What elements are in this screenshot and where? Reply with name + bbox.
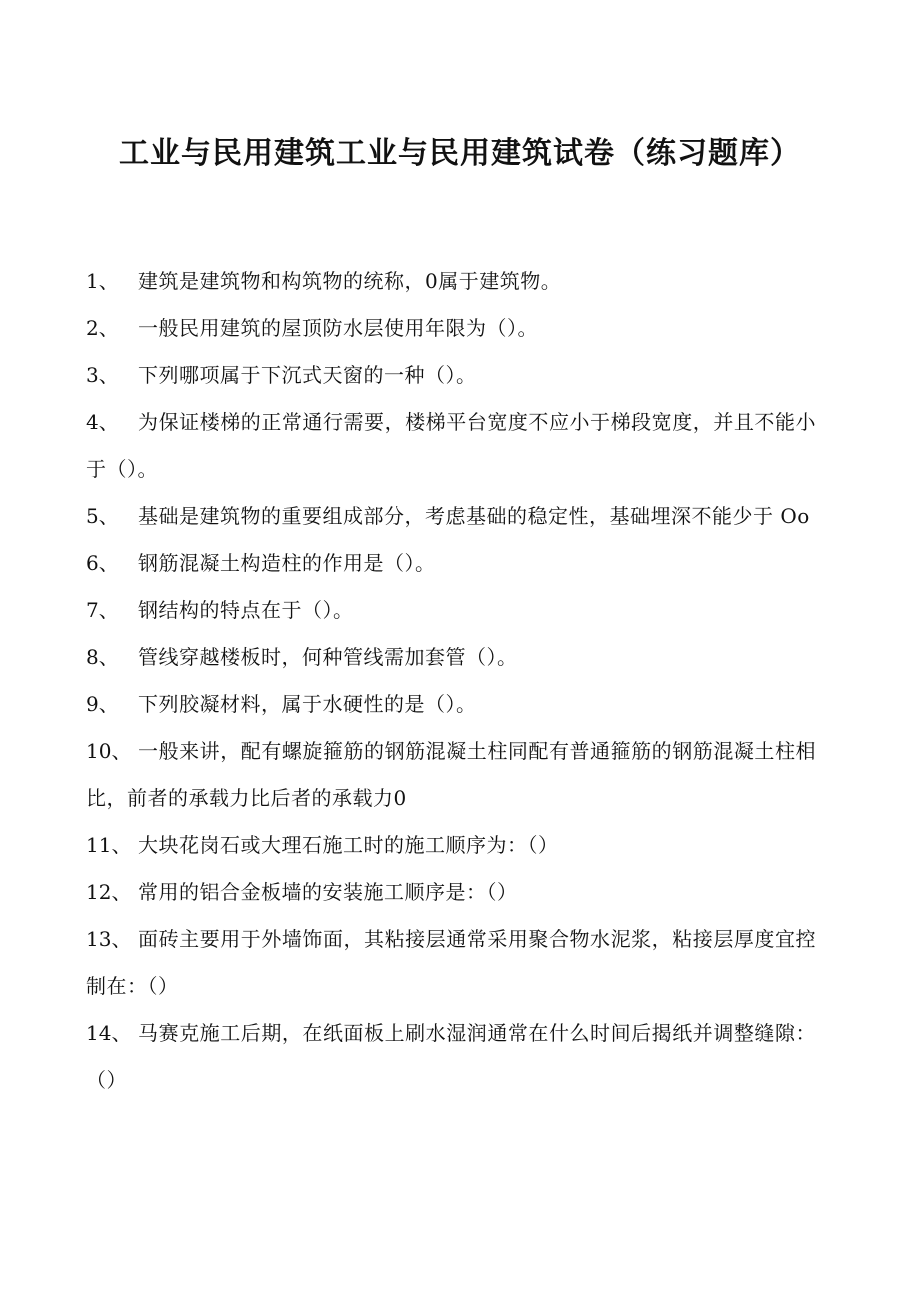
question-text: 马赛克施工后期，在纸面板上刷水湿润通常在什么时间后揭纸并调整缝隙：（） bbox=[86, 1021, 816, 1092]
question-number: 4、 bbox=[86, 410, 119, 434]
question-number: 12、 bbox=[86, 880, 132, 904]
question-item bbox=[86, 728, 816, 822]
question-item bbox=[86, 681, 816, 728]
question-text: 常用的铝合金板墙的安装施工顺序是：（） bbox=[138, 880, 518, 904]
question-item bbox=[86, 634, 816, 681]
question-number: 11、 bbox=[86, 833, 132, 857]
question-item bbox=[86, 869, 816, 916]
question-number: 6、 bbox=[86, 551, 119, 575]
question-text: 下列哪项属于下沉式天窗的一种（）。 bbox=[138, 363, 477, 387]
question-text: 钢结构的特点在于（）。 bbox=[138, 598, 354, 622]
question-item bbox=[86, 540, 816, 587]
question-number: 13、 bbox=[86, 927, 132, 951]
question-item bbox=[86, 1010, 816, 1104]
question-item bbox=[86, 352, 816, 399]
question-item bbox=[86, 399, 816, 493]
question-number: 3、 bbox=[86, 363, 119, 387]
question-text: 一般民用建筑的屋顶防水层使用年限为（）。 bbox=[138, 316, 538, 340]
question-text: 面砖主要用于外墙饰面，其粘接层通常采用聚合物水泥浆，粘接层厚度宜控制在：（） bbox=[86, 927, 816, 998]
question-number: 2、 bbox=[86, 316, 119, 340]
question-item bbox=[86, 305, 816, 352]
question-text: 钢筋混凝土构造柱的作用是（）。 bbox=[138, 551, 436, 575]
question-text: 建筑是建筑物和构筑物的统称，0属于建筑物。 bbox=[138, 269, 562, 293]
question-number: 8、 bbox=[86, 645, 119, 669]
question-number: 7、 bbox=[86, 598, 119, 622]
question-text: 下列胶凝材料，属于水硬性的是（）。 bbox=[138, 692, 477, 716]
question-number: 10、 bbox=[86, 739, 132, 763]
question-text: 一般来讲，配有螺旋箍筋的钢筋混凝土柱同配有普通箍筋的钢筋混凝土柱相比，前者的承载力比后者的承载力0 bbox=[86, 739, 816, 810]
question-item bbox=[86, 822, 816, 869]
question-item bbox=[86, 258, 816, 305]
question-text: 基础是建筑物的重要组成部分，考虑基础的稳定性，基础埋深不能少于 Oo bbox=[138, 504, 810, 528]
question-number: 14、 bbox=[86, 1021, 132, 1045]
question-number: 9、 bbox=[86, 692, 119, 716]
question-number: 5、 bbox=[86, 504, 119, 528]
question-list bbox=[86, 258, 816, 1104]
question-text: 管线穿越楼板时，何种管线需加套管（）。 bbox=[138, 645, 518, 669]
question-number: 1、 bbox=[86, 269, 119, 293]
question-text: 大块花岗石或大理石施工时的施工顺序为：（） bbox=[138, 833, 559, 857]
question-text: 为保证楼梯的正常通行需要，楼梯平台宽度不应小于梯段宽度，并且不能小于（）。 bbox=[86, 410, 816, 481]
question-item bbox=[86, 916, 816, 1010]
question-item bbox=[86, 493, 816, 540]
question-item bbox=[86, 587, 816, 634]
document-title: 工业与民用建筑工业与民用建筑试卷（练习题库） bbox=[119, 136, 801, 171]
